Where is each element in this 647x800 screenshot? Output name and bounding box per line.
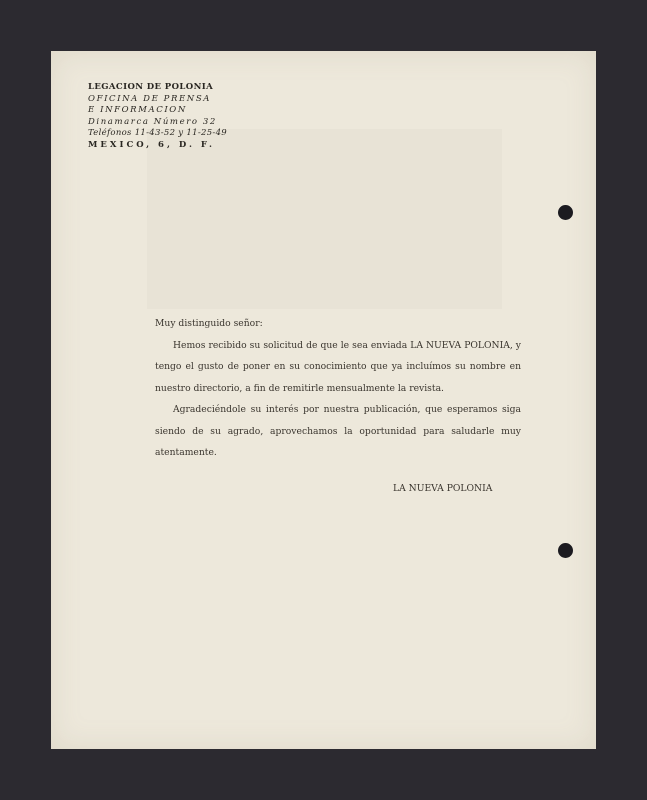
letterhead-phones: Teléfonos 11-43-52 y 11-25-49 [88,128,227,138]
letterhead-address: Dinamarca Número 32 [88,116,217,127]
paragraph-1: Hemos recibido su solicitud de que le sea enviada LA NUEVA POLONIA, y tengo el gusto de poner en su conocimiento que ya incluímos su nombre en nuestro directorio, a fin de remitirle mensualmente la revista. [155,339,521,394]
letterhead-org: LEGACION DE POLONIA [88,82,214,92]
letterhead-office-line2: E INFORMACION [88,105,187,115]
letterhead-city: MEXICO, 6, D. F. [88,139,216,150]
letter-body [155,313,521,464]
letterhead-office-line1: OFICINA DE PRENSA [88,93,212,104]
punch-hole-top [558,205,573,220]
letter-page [51,51,596,749]
show-through-shadow [147,129,502,309]
punch-hole-bottom [558,543,573,558]
letterhead [88,82,258,151]
paragraph-2: Agradeciéndole su interés por nuestra publicación, que esperamos siga siendo de su agrado, aprovechamos la oportunidad para saludarle muy atentamente. [155,404,521,458]
signature: LA NUEVA POLONIA [393,483,493,494]
salutation: Muy distinguido señor: [155,318,263,329]
